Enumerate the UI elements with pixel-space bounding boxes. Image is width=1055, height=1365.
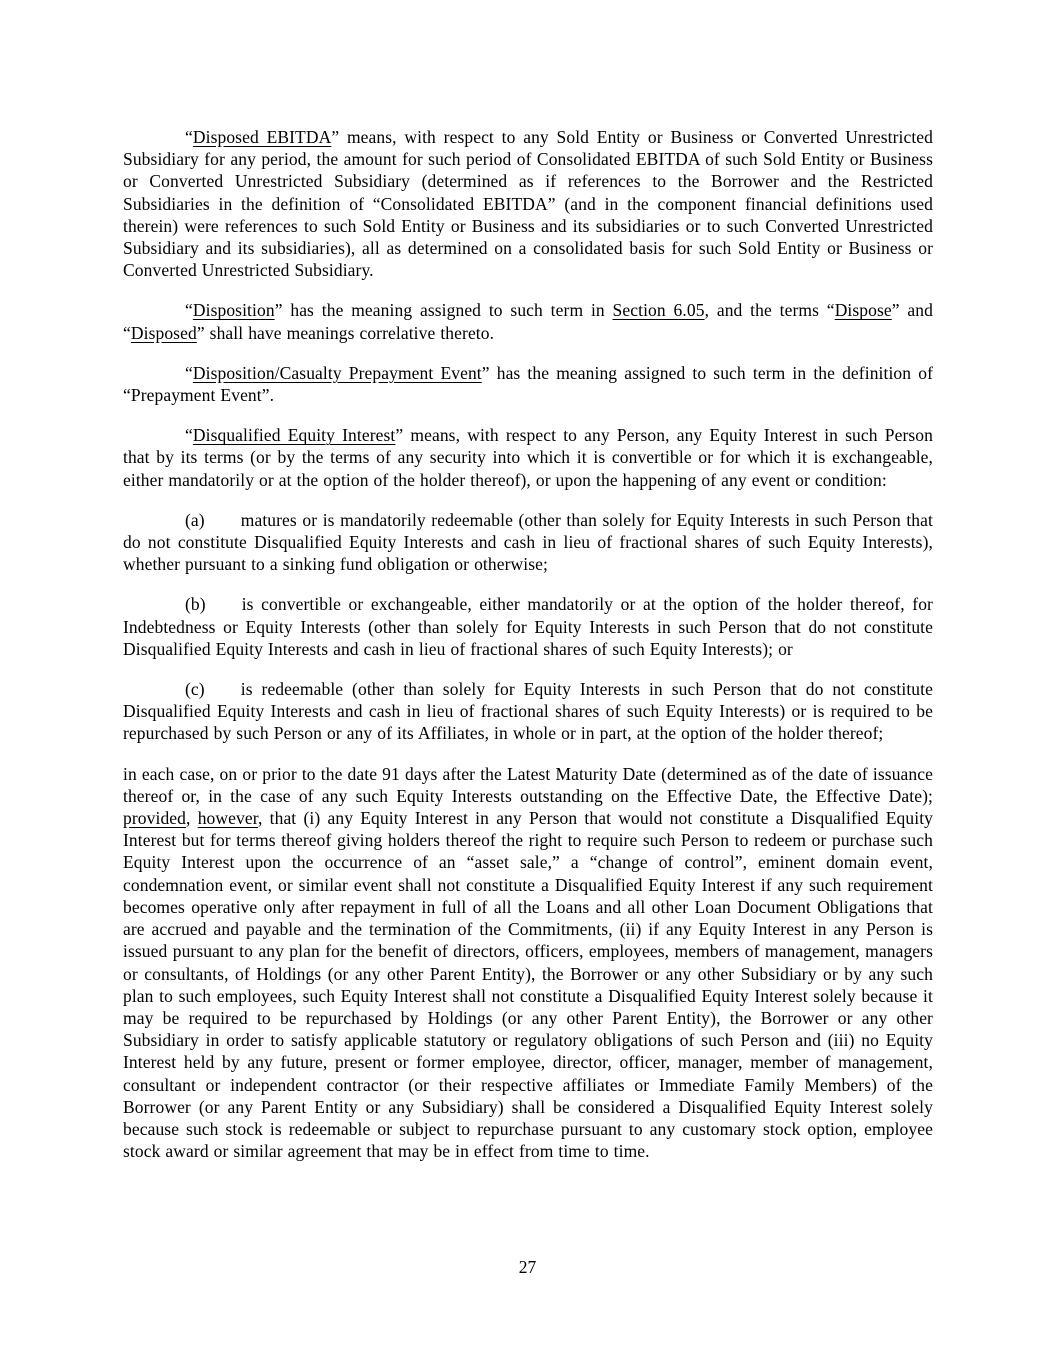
text-segment: “ — [185, 425, 193, 446]
underlined-term: Disposed EBITDA — [192, 127, 332, 147]
text-segment: (b) — [185, 594, 206, 615]
text-segment: in each case, on or prior to the date 91 days after the Latest Maturity Date (determined as of the date of issuance thereof or, in the case of any such Equity Interests outstanding on the Effective Date, the Effective Date); — [123, 763, 933, 806]
text-segment: , — [186, 808, 198, 829]
text-segment: , that (i) any Equity Interest in any Person that would not constitute a Disqualified Equity Interest but for terms thereof giving holders thereof the right to require such Person to redeem or purchase such Equity Interest upon the occurrence of an “asset sale,” a “change of control”, eminent domain event, condemnation event, or similar event shall not constitute a Disqualified Equity Interest if any such requirement becomes operative only after repayment in full of all the Loans and all other Loan Document Obligations that are accrued and payable and the termination of the Commitments, (ii) if any Equity Interest in any Person is issued pursuant to any plan for the benefit of directors, officers, employees, members of management, managers or consultants, of Holdings (or any other Parent Entity), the Borrower or any other Subsidiary or by any such plan to such employees, such Equity Interest shall not constitute a Disqualified Equity Interest solely because it may be required to be repurchased by Holdings (or any other Parent Entity), the Borrower or any other Subsidiary in order to satisfy applicable statutory or regulatory obligations of such Person and (iii) no Equity Interest held by any future, present or former employee, director, officer, manager, member of management, consultant or independent contractor (or their respective affiliates or Immediate Family Members) of the Borrower (or any Parent Entity or any Subsidiary) shall be considered a Disqualified Equity Interest solely because such stock is redeemable or subject to repurchase pursuant to any customary stock option, employee stock award or similar agreement that may be in effect from time to time. — [123, 808, 934, 1162]
para-clause-b — [123, 593, 933, 660]
text-segment: “ — [185, 362, 193, 383]
document-body — [123, 126, 933, 1180]
para-in-each-case — [123, 763, 933, 1163]
underlined-term: Disposition/Casualty Prepayment Event — [192, 362, 482, 383]
underlined-term: Disposition — [192, 300, 275, 321]
para-clause-a — [123, 509, 933, 576]
para-clause-c — [123, 678, 933, 745]
text-segment: ” means, with respect to any Sold Entity or Business or Converted Unrestricted Subsidiary for any period, the amount for such period of Consolidated EBITDA of such Sold Entity or Business or Converted Unrestricted Subsidiary (determined as if references to the Borrower and the Restricted Subsidiaries in the definition of “Consolidated EBITDA” (and in the component financial definitions used therein) were references to such Sold Entity or Business and its subsidiaries or to such Converted Unrestricted Subsidiary and its subsidiaries), all as determined on a consolidated basis for such Sold Entity or Business or Converted Unrestricted Subsidiary. — [123, 127, 933, 281]
para-disqualified-equity-interest — [123, 424, 933, 491]
text-segment: is redeemable (other than solely for Equity Interests in such Person that do not constitute Disqualified Equity Interests and cash in lieu of fractional shares of such Equity Interests) or is required to be repurchased by such Person or any of its Affiliates, in whole or in part, at the option of the holder thereof; — [123, 679, 933, 744]
underlined-term: provided — [123, 808, 187, 829]
text-segment: matures or is mandatorily redeemable (other than solely for Equity Interests in such Person that do not constitute Disqualified Equity Interests and cash in lieu of fractional shares of such Equity Interests), whether pursuant to a sinking fund obligation or otherwise; — [123, 509, 933, 575]
text-segment: (a) — [185, 509, 205, 530]
text-segment: , and the terms “ — [704, 300, 835, 321]
para-disposition — [123, 299, 933, 343]
underlined-term: Section 6.05 — [612, 300, 705, 321]
text-segment: ” shall have meanings correlative thereto. — [196, 322, 495, 343]
text-segment: ” means, with respect to any Person, any Equity Interest in such Person that by its terms (or by the terms of any security into which it is convertible or for which it is exchangeable, either mandatorily or at the option of the holder thereof), or upon the happening of any event or condition: — [123, 425, 933, 490]
text-segment: “ — [185, 300, 193, 321]
para-disposition-casualty-prepayment-event — [123, 362, 933, 406]
para-disposed-ebitda — [123, 126, 933, 281]
text-segment: ” has the meaning assigned to such term in — [274, 300, 613, 321]
text-segment: (c) — [185, 679, 205, 700]
underlined-term: Disqualified Equity Interest — [192, 425, 396, 446]
page-number: 27 — [518, 1257, 537, 1277]
text-segment: is convertible or exchangeable, either mandatorily or at the option of the holder thereof, for Indebtedness or Equity Interests (other than solely for Equity Interests in such Person that do not constitute Disqualified Equity Interests and cash in lieu of fractional shares of such Equity Interests); or — [123, 594, 933, 659]
underlined-term: Disposed — [130, 322, 197, 343]
text-segment: ” has the meaning assigned to such term in the definition of “Prepayment Event”. — [123, 362, 933, 406]
underlined-term: Dispose — [834, 300, 892, 321]
text-segment: ” and “ — [123, 300, 934, 343]
text-segment: “ — [185, 127, 193, 147]
underlined-term: however — [197, 808, 258, 829]
